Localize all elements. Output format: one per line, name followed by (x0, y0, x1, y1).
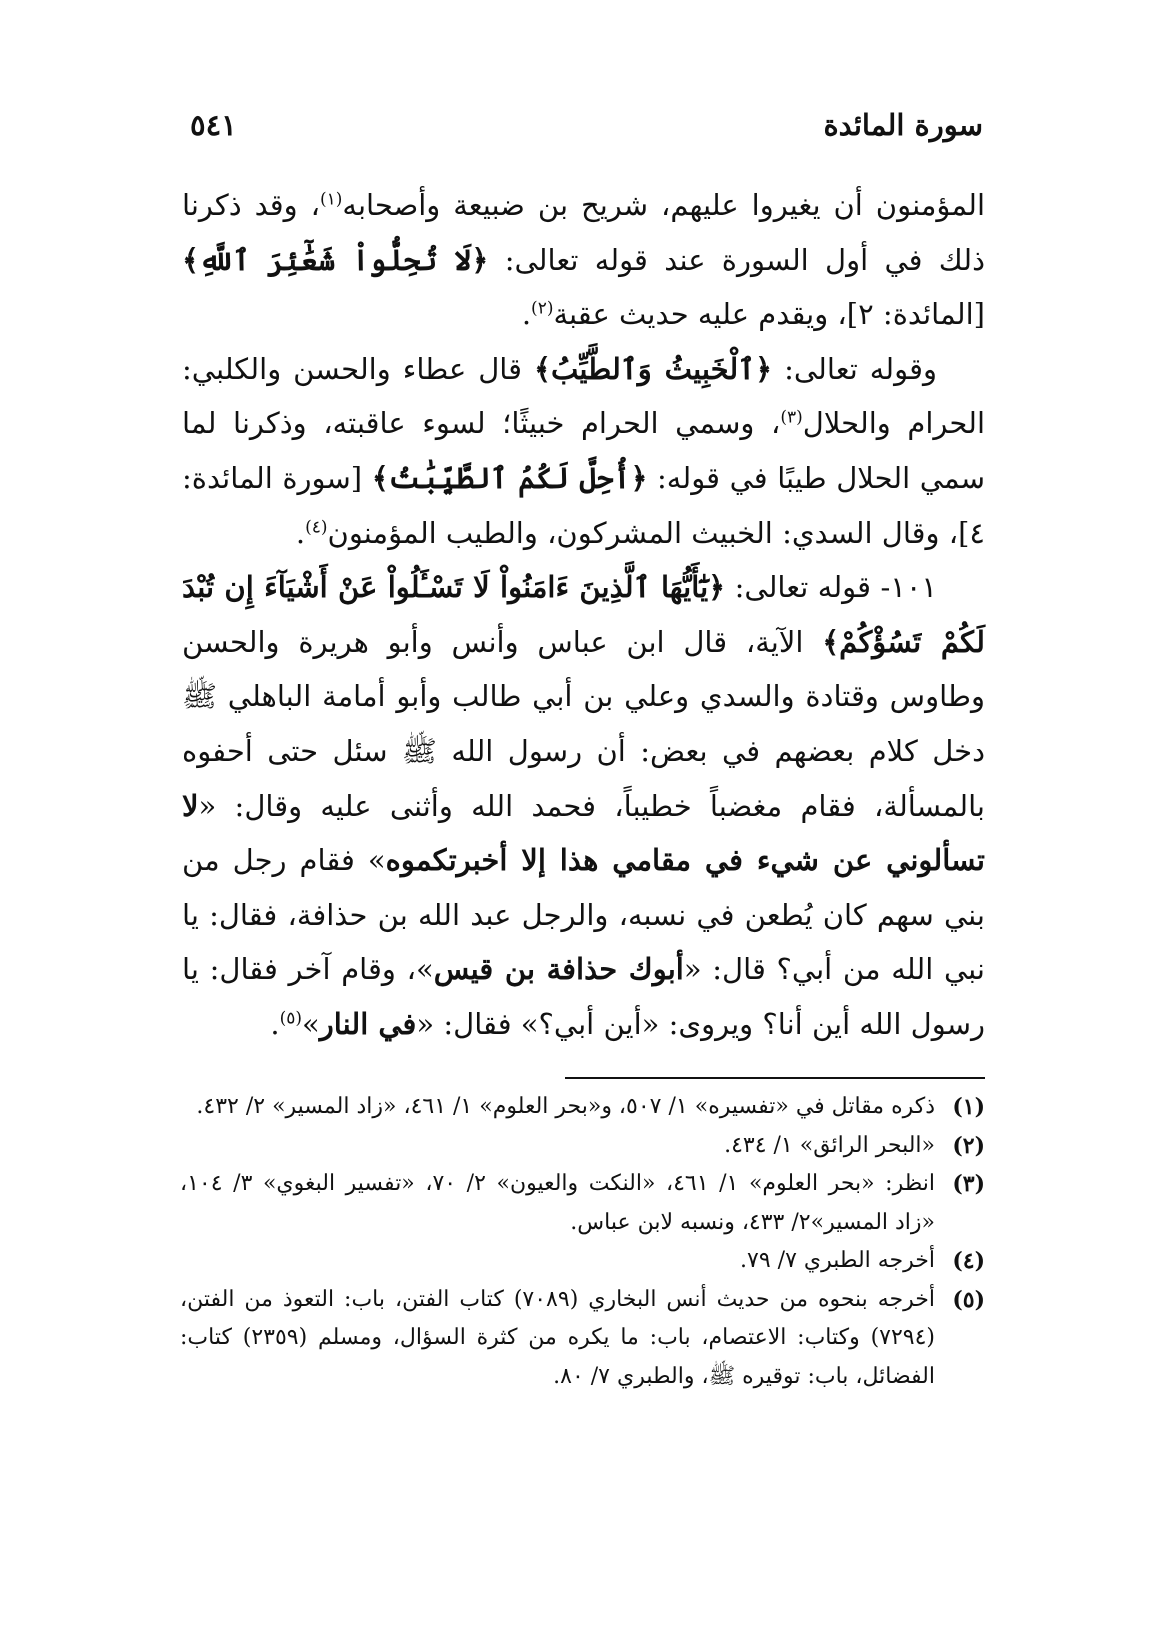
text-run: » (302, 1006, 320, 1041)
footnote-item (180, 1127, 985, 1166)
page-number: ٥٤١ (190, 108, 237, 142)
quran-verse: ﴿ٱلْخَبِيثُ وَٱلطَّيِّبُ﴾ (533, 351, 773, 386)
running-head (190, 108, 983, 148)
text-run: ، وقد ذكرنا ذلك في أول السورة عند قوله تعالى: (182, 188, 985, 277)
paragraph-1 (182, 178, 985, 342)
paragraph-3 (182, 560, 985, 1051)
text-run: ١٠١- قوله تعالى: (725, 570, 938, 605)
text-run: ، وسمي الحرام خبيثًا؛ لسوء عاقبته، وذكرنا لما سمي الحلال طيبًا في قوله: (182, 406, 985, 495)
text-run: . (521, 297, 532, 332)
text-run: المؤمنون أن يغيروا عليهم، شريح بن ضبيعة وأصحابه (342, 188, 986, 222)
footnote-item (180, 1088, 985, 1127)
text-run: الآية، قال ابن عباس وأنس وأبو هريرة والحسن وطاوس وقتادة والسدي وعلي بن أبي طالب وأبو أمامة الباهلي ﷺ دخل كلام بعضهم في بعض: أن رسول الله ﷺ سئل حتى أحفوه بالمسألة، فقام مغضباً خطيباً، فحمد الله وأثنى عليه وقال: « (182, 624, 985, 823)
quran-verse: ﴿أُحِلَّ لَكُمُ ٱلطَّيِّبَٰتُ﴾ (371, 460, 648, 495)
main-text (182, 178, 985, 1052)
hadith-quote: لا تسألوني عن شيء في مقامي هذا إلا أخبرتكموه (182, 788, 985, 878)
paragraph-2 (182, 342, 985, 560)
text-run: »، وقام آخر فقال: يا رسول الله أين أنا؟ ويروى: «أين أبي؟» فقال: « (182, 952, 985, 1041)
footnote-ref: (٥) (279, 1008, 303, 1029)
footnote-item (180, 1281, 985, 1397)
surah-title: سورة المائدة (823, 108, 983, 142)
footnote-ref: (٢) (531, 298, 554, 319)
footnote-item (180, 1242, 985, 1281)
footnote-text: ذكره مقاتل في «تفسيره» ١/ ٥٠٧، و«بحر العلوم» ١/ ٤٦١، «زاد المسير» ٢/ ٤٣٢. (196, 1094, 935, 1119)
footnote-divider (565, 1077, 985, 1079)
hadith-quote: أبوك حذافة بن قيس (433, 952, 684, 987)
footnote-ref: (١) (320, 189, 343, 210)
footnote-text: أخرجه الطبري ٧/ ٧٩. (740, 1248, 935, 1273)
hadith-quote: في النار (319, 1006, 417, 1041)
text-run: قال عطاء والحسن والكلبي: الحرام والحلال (182, 351, 985, 441)
quran-verse: ﴿يَٰٓأَيُّهَا ٱلَّذِينَ ءَامَنُواْ لَا تَسْـَٔلُواْ عَنْ أَشْيَآءَ إِن تُبْدَ لَكُمْ تَسُؤْكُمْ﴾ (182, 570, 985, 659)
text-run: وقوله تعالى: (772, 351, 937, 386)
footnote-ref: (٣) (780, 407, 803, 428)
footnote-number: (١) (952, 1094, 985, 1120)
footnote-item (180, 1165, 985, 1242)
text-run: [المائدة: ٢]، ويقدم عليه حديث عقبة (553, 297, 985, 332)
footnote-text: انظر: «بحر العلوم» ١/ ٤٦١، «النكت والعيون» ٢/ ٧٠، «تفسير البغوي» ٣/ ١٠٤، «زاد المسير»٢/ ٤٣٣، ونسبه لابن عباس. (180, 1171, 936, 1235)
footnote-number: (٥) (952, 1286, 985, 1313)
text-run: » فقام رجل من بني سهم كان يُطعن في نسبه، والرجل عبد الله بن حذافة، فقال: يا نبي الله من أبي؟ قال: « (182, 843, 985, 987)
footnote-ref: (٤) (305, 516, 328, 537)
footnotes (180, 1088, 985, 1396)
text-run: [سورة المائدة: ٤]، وقال السدي: الخبيث المشركون، والطيب المؤمنون (182, 460, 985, 550)
footnote-number: (٣) (952, 1171, 985, 1197)
footnote-text: «البحر الرائق» ١/ ٤٣٤. (724, 1132, 935, 1158)
footnote-number: (٤) (952, 1248, 985, 1274)
quran-verse: ﴿لَا تُحِلُّواْ شَعَٰٓئِرَ ٱللَّهِ﴾ (182, 242, 489, 277)
footnote-text: أخرجه بنحوه من حديث أنس البخاري (٧٠٨٩) كتاب الفتن، باب: التعوذ من الفتن، (٧٢٩٤) وكتاب: الاعتصام، باب: ما يكره من كثرة السؤال، ومسلم (٢٣٥٩) كتاب: الفضائل، باب: توقيره ﷺ، والطبري ٧/ ٨٠. (180, 1286, 936, 1389)
text-run: . (295, 515, 306, 550)
text-run: . (270, 1006, 280, 1041)
footnote-number: (٢) (952, 1132, 985, 1159)
